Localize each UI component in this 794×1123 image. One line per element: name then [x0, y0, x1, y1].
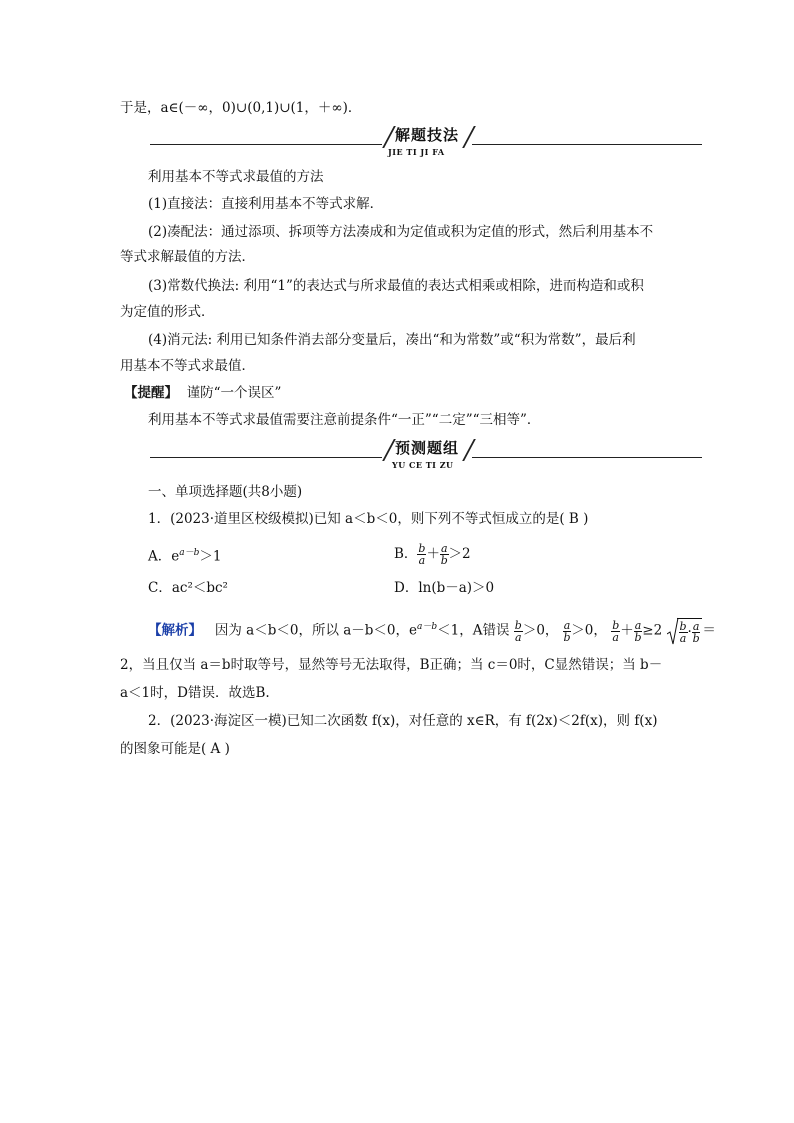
option-b-tail: ＞2	[448, 546, 471, 562]
fraction-a-over-b: $\frac{a}{b}$	[563, 618, 571, 644]
square-root: $\frac{b}{a}$ · $\frac{a}{b}$	[667, 618, 703, 644]
option-b-label: B．	[394, 546, 418, 562]
reminder-text: 利用基本不等式求最值需要注意前提条件“一正”“二定”“三相等”．	[148, 412, 541, 428]
analysis-line-3: a＜1时，D错误．故选B.	[120, 685, 270, 701]
option-a-exponent: a－b	[179, 548, 200, 558]
analysis-text-a: 因为 a＜b＜0，所以 a－b＜0，e	[214, 622, 418, 639]
section-title: 解题技法	[395, 126, 460, 144]
analysis-text-c: ＞0，	[522, 622, 559, 639]
analysis-text-f: ＝	[702, 622, 716, 639]
option-a-tail: ＞1	[199, 548, 222, 565]
method-1: (1)直接法：直接利用基本不等式求解．	[148, 196, 384, 212]
conclusion-line: 于是，a∈(－∞，0)∪(0,1)∪(1，＋∞)．	[120, 100, 362, 116]
analysis-text-e: ≥2	[642, 622, 663, 639]
fraction-b-over-a: $\frac{b}{a}$	[612, 618, 620, 644]
section-pinyin: YU CE TI ZU	[392, 460, 454, 470]
analysis-exponent: a－b	[417, 622, 438, 632]
question-2-line1: 2．(2023·海淀区一模)已知二次函数 f(x)，对任意的 x∈R，有 f(2x)＜2f(x)，则 f(x)	[148, 713, 658, 729]
methods-intro: 利用基本不等式求最值的方法	[148, 169, 324, 185]
q1-option-b: B． $\frac{b}{a}$ ＋ $\frac{a}{b}$ ＞2	[394, 542, 471, 567]
fraction-a-over-b: $\frac{a}{b}$	[634, 618, 642, 644]
heading-rule-right	[472, 457, 702, 458]
q1-option-a	[148, 543, 221, 567]
reminder-line	[124, 383, 281, 403]
question-2-line2: 的图象可能是( A )	[120, 741, 230, 757]
heading-slash-left	[382, 439, 396, 461]
heading-rule-right	[472, 144, 702, 145]
fraction-b-over-a: $\frac{b}{a}$	[418, 542, 426, 567]
heading-rule-left	[150, 144, 382, 145]
method-2-line1: (2)凑配法：通过添项、拆项等方法凑成和为定值或积为定值的形式，然后利用基本不	[148, 224, 654, 240]
fraction-b-over-a: $\frac{b}{a}$	[514, 618, 522, 644]
reminder-tag: 【提醒】	[124, 385, 178, 401]
fraction-a-over-b: $\frac{a}{b}$	[692, 620, 700, 645]
heading-slash-left	[382, 126, 396, 148]
analysis-tag: 【解析】	[148, 622, 202, 639]
question-1-stem: 1．(2023·道里区校级模拟)已知 a＜b＜0，则下列不等式恒成立的是( B )	[148, 511, 589, 527]
method-3-line1: (3)常数代换法: 利用“1”的表达式与所求最值的表达式相乘或相除，进而构造和或积	[148, 278, 644, 294]
fraction-a-over-b: $\frac{a}{b}$	[440, 542, 448, 567]
section-pinyin: JIE TI JI FA	[388, 147, 445, 157]
analysis-text-d: ＞0，	[571, 622, 607, 639]
fraction-b-over-a: $\frac{b}{a}$	[679, 620, 687, 645]
analysis-line-1: 【解析】 因为 a＜b＜0，所以 a－b＜0，$e^{a-b}<1$，A错误 $\frac{b}{a}$ ＞0， $\frac{a}{b}$ ＞0， $\frac{b}{a}$ ＋ $\frac{a}{b}$ ≥2 $\frac{b}{a}$ · $\frac{a}{b}$ ＝	[148, 618, 716, 645]
section-heading-jieti	[150, 124, 702, 157]
reminder-title: 谨防“一个误区”	[186, 385, 282, 401]
method-4-line2: 用基本不等式求最值．	[120, 358, 255, 374]
analysis-line-2: 2，当且仅当 a＝b时取等号，显然等号无法取得，B正确；当 c＝0时，C显然错误；当 b－	[120, 657, 663, 673]
section-title: 预测题组	[395, 439, 460, 457]
method-4-line1: (4)消元法: 利用已知条件消去部分变量后，凑出“和为常数”或“积为常数”，最后利	[148, 332, 636, 348]
part-title: 一、单项选择题(共8小题)	[148, 484, 303, 500]
section-heading-yuce	[150, 437, 702, 470]
q1-option-c: C．ac²＜bc²	[148, 580, 228, 596]
heading-rule-left	[150, 457, 382, 458]
method-2-line2: 等式求解最值的方法．	[120, 249, 255, 265]
analysis-text-b: ＜1，A错误	[437, 622, 510, 639]
option-a-label: A．e	[148, 548, 180, 565]
q1-option-d: D．ln(b－a)＞0	[394, 580, 495, 596]
method-3-line2: 为定值的形式．	[120, 304, 215, 320]
